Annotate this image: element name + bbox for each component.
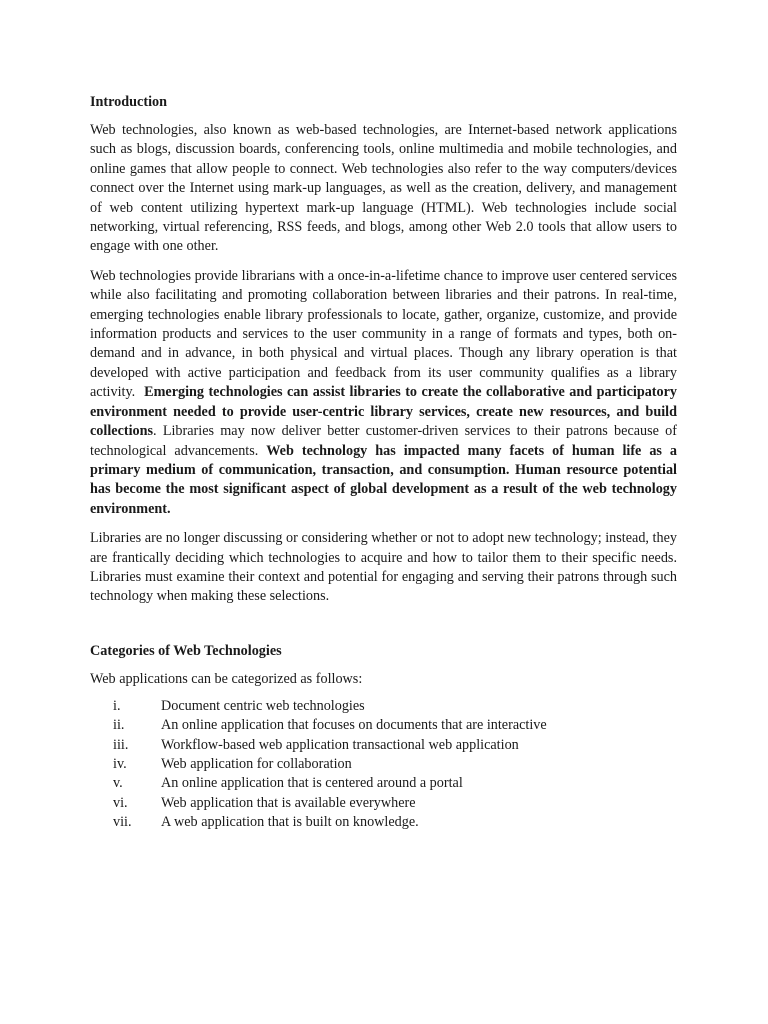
document-page [90,92,677,832]
p2-text-1: Web technologies provide librarians with a once-in-a-lifetime chance to improve user centered services while also facilitating and promoting collaboration between libraries and their patrons. In real-time, emerging technologies enable library professionals to locate, gather, organize, customize, and provide information products and services to the user community in a range of formats and types, both on-demand and in advance, in both physical and virtual places. Though any library operation is that developed with active participation and feedback from its user community qualifies as a library activity. [90,267,677,401]
list-item [90,794,677,813]
list-item-text: Workflow-based web application transactional web application [161,736,519,753]
list-item [90,813,677,832]
list-item-text: An online application that focuses on documents that are interactive [161,717,547,734]
p2-bold-1: Emerging technologies can assist libraries to create the collaborative and participatory environment needed to provide user-centric library services, create new resources, and build collections [90,384,678,440]
intro-paragraph-1: Web technologies, also known as web-based technologies, are Internet-based network applications such as blogs, discussion boards, conferencing tools, online multimedia and mobile technologies, and online games that allow people to connect. Web technologies also refer to the way computers/devices connect over the Internet using mark-up languages, as well as the creation, delivery, and management of web content utilizing hypertext mark-up language (HTML). Web technologies include social networking, virtual referencing, RSS feeds, and blogs, among other Web 2.0 tools that allow users to engage with one other. [90,122,677,255]
list-item-number: v. [113,775,123,792]
list-item-number: vi. [113,794,128,811]
list-item-number: iii. [113,736,129,753]
list-item [90,716,677,735]
list-item [90,755,677,774]
list-item [90,736,677,755]
list-item-text: An online application that is centered around a portal [161,775,463,792]
intro-paragraph-3: Libraries are no longer discussing or considering whether or not to adopt new technology; instead, they are frantically deciding which technologies to acquire and how to tailor them to their specific needs. Libraries must examine their context and potential for engaging and serving their patrons through such technology when making these selections. [90,530,677,605]
list-item-number: ii. [113,717,125,734]
list-item-text: Web application that is available everywhere [161,794,416,811]
section-spacer [90,617,677,641]
list-item-text: A web application that is built on knowledge. [161,813,419,830]
list-item-text: Web application for collaboration [161,756,352,773]
p2-bold-2: Web technology has impacted many facets of human life as a primary medium of communication, transaction, and consumption. Human resource potential has become the most significant aspect of global development as a result of the web technology environment. [90,442,677,517]
categories-heading: Categories of Web Technologies [90,642,282,659]
list-item-number: i. [113,698,121,715]
categories-intro: Web applications can be categorized as follows: [90,670,363,687]
list-item-number: iv. [113,756,127,773]
list-item [90,774,677,793]
categories-list [90,697,677,832]
introduction-heading: Introduction [90,94,167,110]
p2-text-2: . Libraries may now deliver better customer-driven services to their patrons because of technological advancements. [90,423,677,459]
intro-paragraph-2 [90,267,677,519]
list-item-number: vii. [113,813,132,830]
list-item [90,697,677,716]
list-item-text: Document centric web technologies [161,698,365,715]
